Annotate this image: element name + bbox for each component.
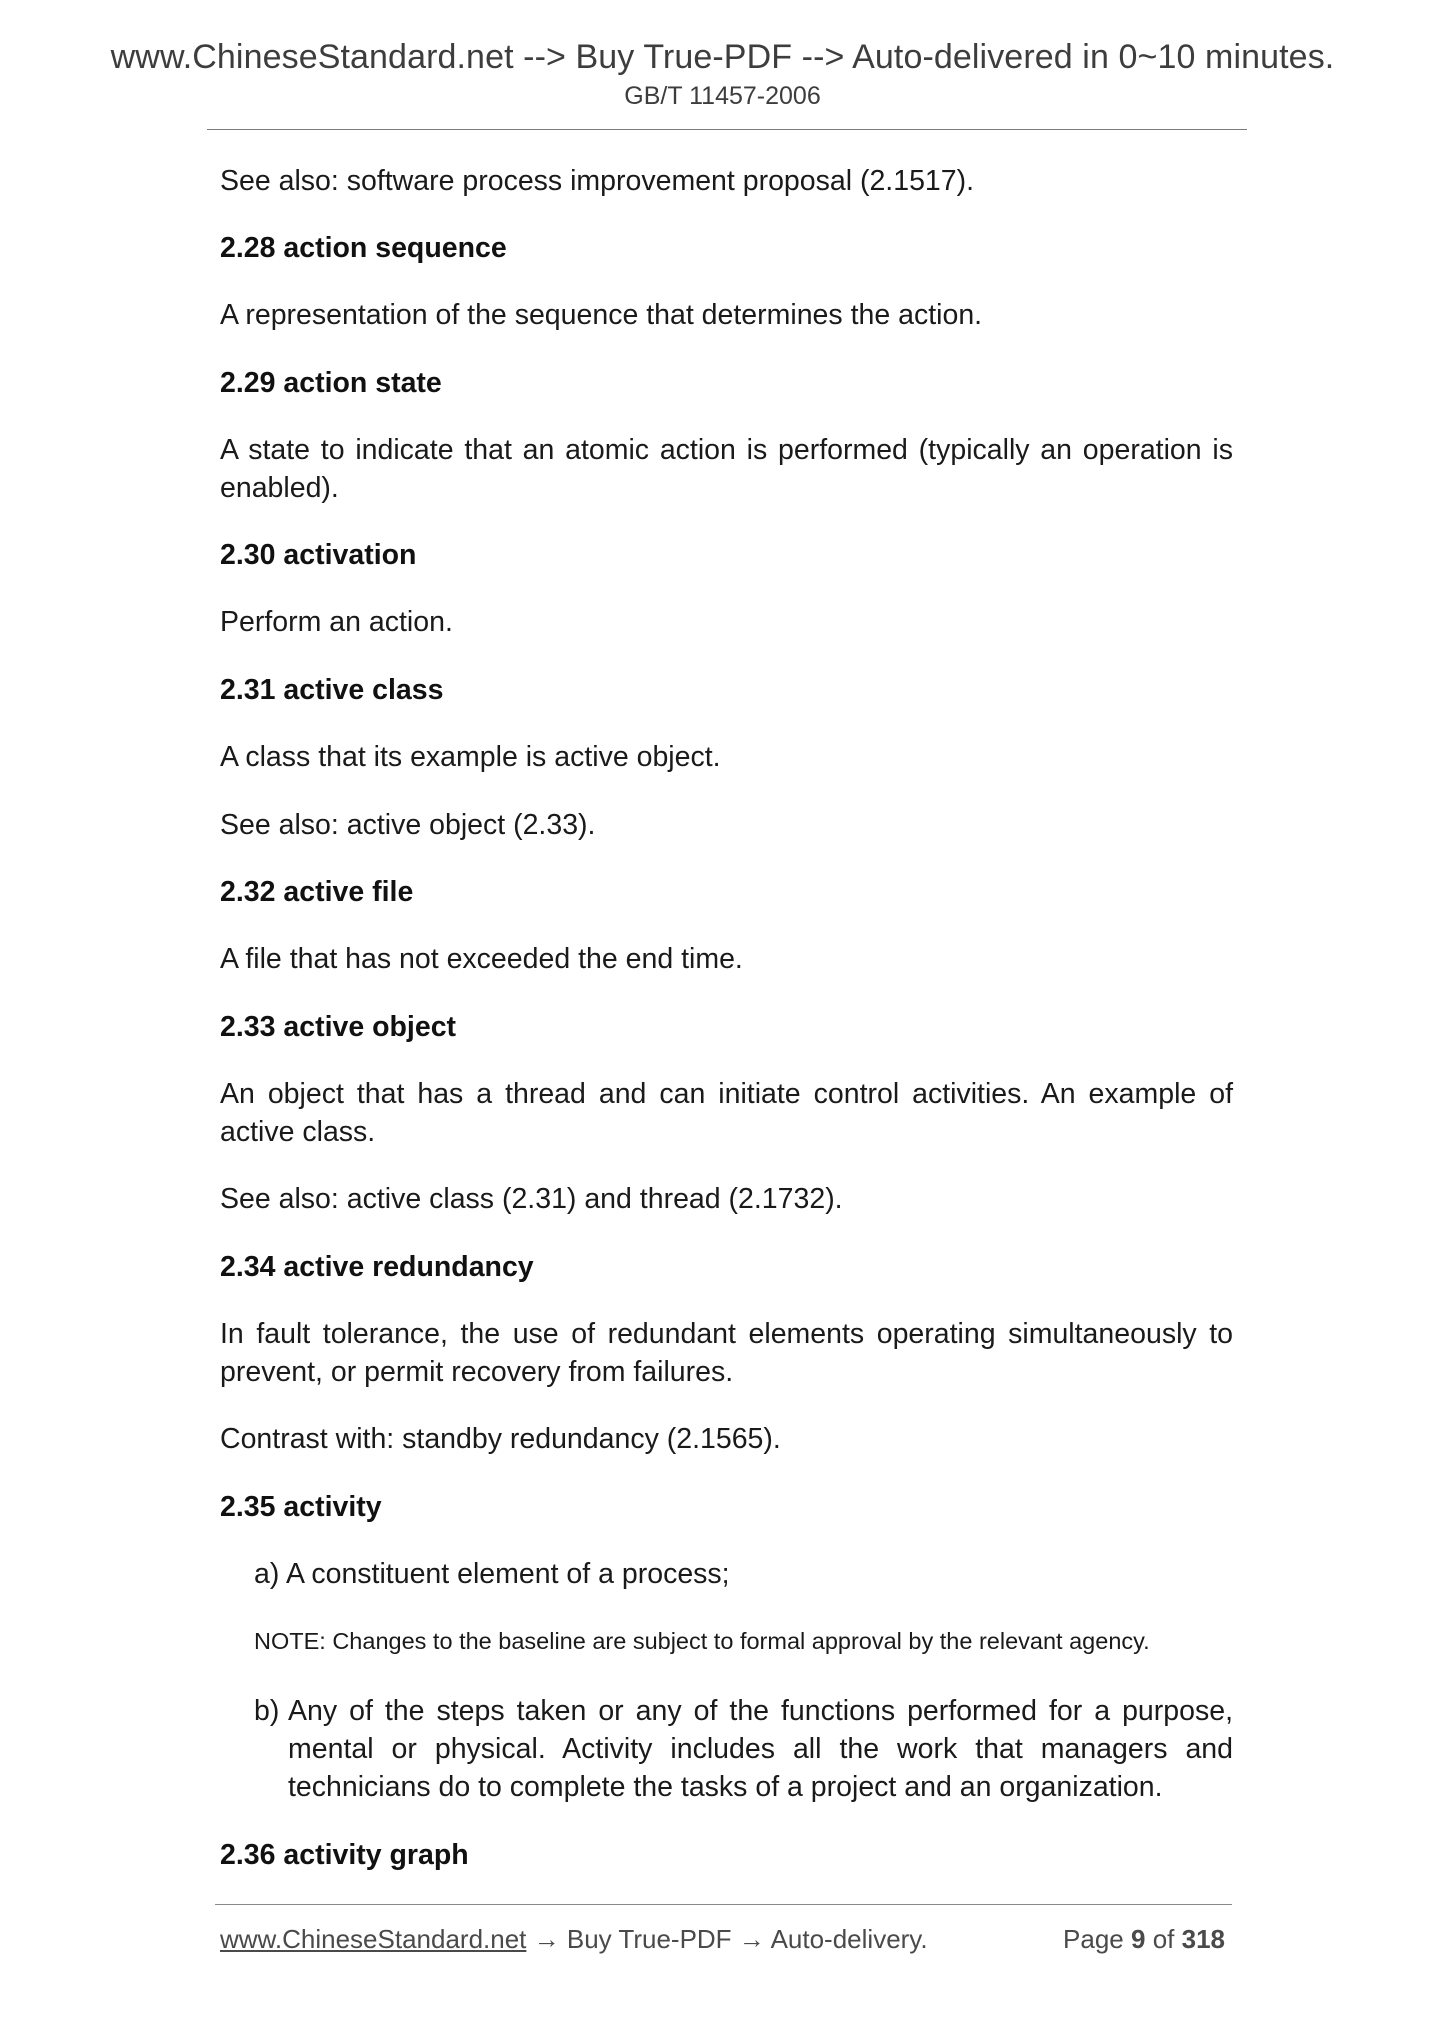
list-item [254, 1555, 1233, 1593]
term-heading: 2.32 active file [220, 876, 414, 908]
list-item-text: A constituent element of a process; [286, 1558, 730, 1590]
definition-paragraph: A class that its example is active object. [220, 741, 721, 773]
definition-paragraph: In fault tolerance, the use of redundant elements operating simultaneously to prevent, or permit recovery from failures. [220, 1318, 1233, 1388]
page-number: 9 [1130, 1924, 1146, 1954]
page-indicator [1040, 1924, 1225, 1955]
see-also-paragraph: See also: software process improvement proposal (2.1517). [220, 165, 975, 197]
footer-site-link[interactable]: www.ChineseStandard.net [220, 1924, 527, 1954]
document-id: GB/T 11457-2006 [624, 82, 821, 110]
list-item-text: Any of the steps taken or any of the functions performed for a purpose, mental or physical. Activity includes all the work that managers and technicians do to complete the tasks of a project and an organization. [288, 1695, 1233, 1803]
definition-paragraph: A state to indicate that an atomic action is performed (typically an operation is enabled). [220, 434, 1233, 504]
definition-paragraph: An object that has a thread and can initiate control activities. An example of active class. [220, 1078, 1233, 1148]
definition-paragraph: Perform an action. [220, 606, 453, 638]
term-heading: 2.34 active redundancy [220, 1251, 534, 1283]
see-also-paragraph: See also: active class (2.31) and thread (2.1732). [220, 1183, 843, 1215]
footer-promo-text: → Buy True-PDF → Auto-delivery. [526, 1924, 928, 1954]
page-label: Page [1063, 1924, 1124, 1954]
list-item-marker: b) [254, 1695, 280, 1727]
list-item-marker: a) [254, 1558, 280, 1590]
term-heading: 2.28 action sequence [220, 232, 507, 264]
header-banner: www.ChineseStandard.net --> Buy True-PDF --> Auto-delivered in 0~10 minutes. [110, 38, 1335, 76]
definition-paragraph: A file that has not exceeded the end time. [220, 943, 743, 975]
definition-paragraph: A representation of the sequence that determines the action. [220, 299, 983, 331]
footer-promo [220, 1924, 928, 1955]
page-of-label: of [1152, 1924, 1175, 1954]
contrast-paragraph: Contrast with: standby redundancy (2.1565). [220, 1423, 781, 1455]
term-heading: 2.30 activation [220, 539, 417, 571]
term-heading: 2.35 activity [220, 1491, 382, 1523]
term-heading: 2.31 active class [220, 674, 444, 706]
footer-divider [215, 1904, 1232, 1905]
page-total: 318 [1181, 1924, 1225, 1954]
note-paragraph: NOTE: Changes to the baseline are subject to formal approval by the relevant agency. [254, 1628, 1150, 1654]
term-heading: 2.36 activity graph [220, 1839, 469, 1871]
term-heading: 2.33 active object [220, 1011, 457, 1043]
list-item [254, 1692, 1233, 1806]
term-heading: 2.29 action state [220, 367, 442, 399]
see-also-paragraph: See also: active object (2.33). [220, 809, 596, 841]
